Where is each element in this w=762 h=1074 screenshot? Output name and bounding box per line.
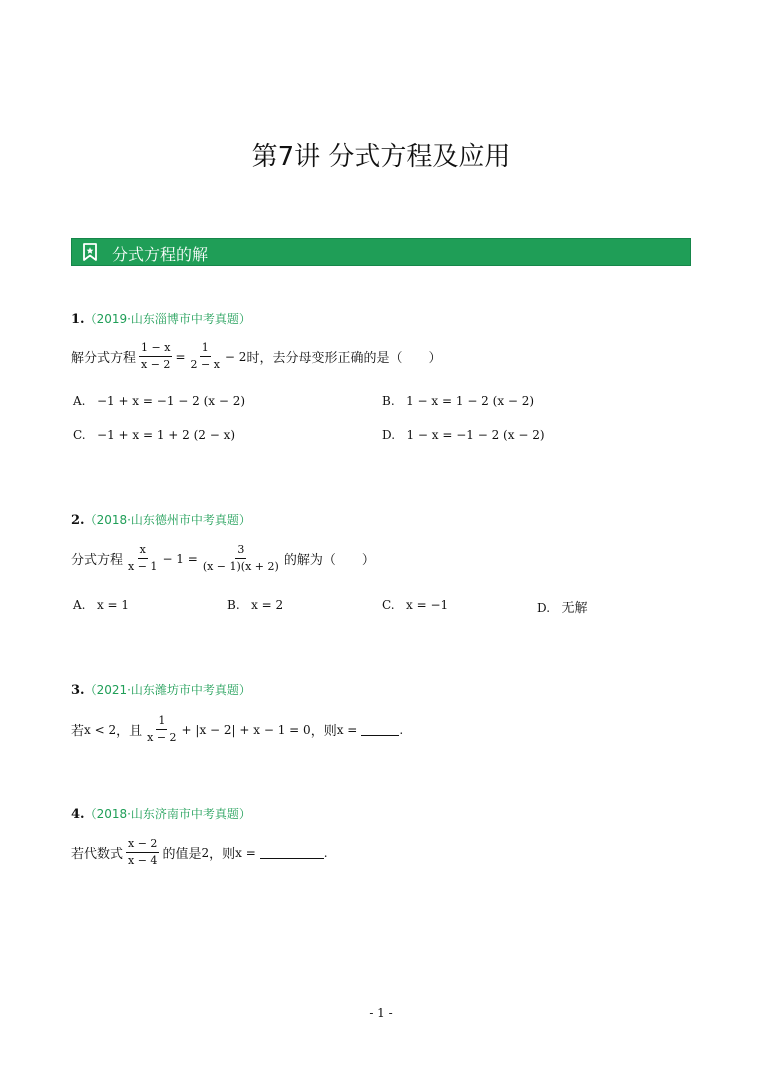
math-expression: + |x − 2| + x − 1 = 0 [181, 722, 311, 737]
fraction-denominator: x − 4 [128, 854, 158, 867]
option-text: 无解 [561, 601, 588, 616]
fraction-numerator: 3 [235, 543, 246, 559]
option-label: C. [73, 428, 86, 442]
option-label: D. [382, 428, 396, 442]
option-label: A. [73, 394, 86, 408]
answer-blank[interactable] [260, 846, 324, 859]
stem-text: 的值是 [162, 847, 202, 862]
fraction-denominator: (x − 1)(x + 2) [202, 560, 279, 573]
section-title: 分式方程的解 [112, 245, 209, 264]
math-expression: − 2 [224, 349, 247, 364]
fraction [126, 543, 159, 574]
question-4-stem [71, 837, 328, 868]
page-number: - 1 - [369, 1006, 393, 1020]
option-text: x = 2 [251, 598, 284, 612]
section-banner [71, 238, 691, 266]
option-d[interactable] [537, 597, 587, 616]
option-label: A. [73, 598, 86, 612]
fraction [201, 543, 281, 574]
option-a[interactable] [73, 394, 245, 408]
math-expression: − 1 = [162, 551, 198, 566]
question-1-header [71, 310, 251, 327]
punctuation: . [323, 845, 328, 860]
option-c[interactable] [73, 428, 235, 442]
fraction [126, 837, 159, 868]
question-source: （2018·山东济南市中考真题） [84, 807, 251, 821]
page-title: 第7讲 分式方程及应用 [251, 142, 511, 172]
stem-text: 分式方程 [71, 553, 124, 568]
stem-text: 的解为（ ） [283, 553, 375, 568]
option-label: D. [537, 601, 551, 615]
question-4-header [71, 805, 251, 822]
question-number: 1. [71, 312, 85, 327]
option-b[interactable] [382, 394, 534, 408]
question-2-stem [71, 543, 375, 574]
question-3-stem [71, 714, 403, 745]
answer-blank[interactable] [361, 723, 399, 736]
option-text: 1 − x = 1 − 2 (x − 2) [406, 394, 535, 408]
question-2-header [71, 511, 251, 528]
question-number: 3. [71, 683, 85, 698]
stem-text: ，且 [116, 724, 143, 739]
option-label: C. [382, 598, 395, 612]
stem-text: 若代数式 [71, 847, 124, 862]
fraction-denominator: x − 2 [141, 358, 171, 371]
fraction [139, 341, 172, 372]
math-expression: x = [235, 845, 256, 860]
option-text: −1 + x = 1 + 2 (2 − x) [97, 428, 236, 442]
option-label: B. [382, 394, 395, 408]
bookmark-star-icon [81, 243, 99, 261]
fraction [189, 341, 222, 372]
option-b[interactable] [227, 598, 283, 612]
math-operator: = [175, 349, 186, 364]
punctuation: . [399, 722, 404, 737]
question-source: （2018·山东德州市中考真题） [84, 513, 251, 527]
question-number: 2. [71, 513, 85, 528]
stem-text: ，则 [209, 847, 236, 862]
question-1-stem [71, 341, 441, 372]
stem-text: 若 [71, 724, 85, 739]
math-expression: 2 [201, 845, 210, 860]
option-text: 1 − x = −1 − 2 (x − 2) [406, 428, 545, 442]
option-label: B. [227, 598, 240, 612]
fraction-numerator: 1 − x [139, 341, 172, 357]
question-source: （2019·山东淄博市中考真题） [84, 312, 251, 326]
option-text: −1 + x = −1 − 2 (x − 2) [96, 394, 246, 408]
fraction-numerator: 1 [156, 714, 167, 730]
fraction-numerator: x [138, 543, 148, 559]
math-expression: x < 2 [84, 722, 117, 737]
fraction [145, 714, 178, 745]
option-text: x = 1 [96, 598, 130, 612]
fraction-denominator: 2 − x [190, 358, 220, 371]
option-text: x = −1 [406, 598, 449, 612]
fraction-numerator: 1 [200, 341, 211, 357]
fraction-denominator: x − 1 [128, 560, 158, 573]
fraction-denominator: x − 2 [147, 731, 177, 744]
stem-text: ，则 [310, 724, 337, 739]
fraction-numerator: x − 2 [126, 837, 159, 853]
option-c[interactable] [382, 598, 448, 612]
question-3-header [71, 681, 251, 698]
question-source: （2021·山东潍坊市中考真题） [84, 683, 251, 697]
stem-text: 时，去分母变形正确的是（ ） [246, 351, 442, 366]
stem-text: 解分式方程 [71, 351, 137, 366]
option-d[interactable] [382, 428, 545, 442]
question-number: 4. [71, 807, 85, 822]
option-a[interactable] [73, 598, 129, 612]
math-expression: x = [336, 722, 358, 737]
